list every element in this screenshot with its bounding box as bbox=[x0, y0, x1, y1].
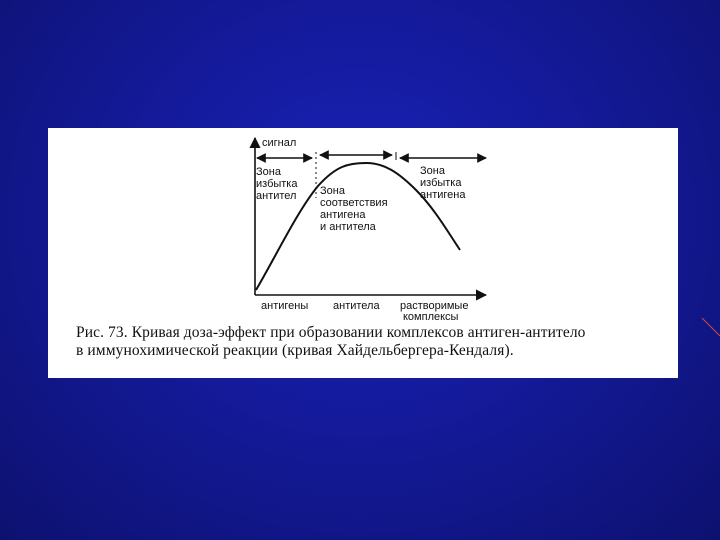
y-axis-label: сигнал bbox=[262, 137, 297, 149]
zone-left-line-1: Зона bbox=[256, 166, 281, 178]
zone-middle-line-4: и антитела bbox=[320, 221, 376, 233]
zone-middle-line-1: Зона bbox=[320, 185, 345, 197]
caption-line-1: Рис. 73. Кривая доза-эффект при образовании комплексов антиген-антитело bbox=[76, 324, 586, 341]
x-label-antibodies: антитела bbox=[333, 300, 380, 312]
caption-line-2: в иммунохимической реакции (кривая Хайдельбергера-Кендаля). bbox=[76, 342, 514, 359]
zone-left-line-3: антител bbox=[256, 190, 297, 202]
zone-right-line-2: избытка bbox=[420, 177, 462, 189]
x-label-soluble-line-1: растворимые bbox=[400, 300, 469, 312]
figure-caption bbox=[76, 324, 676, 360]
zone-middle-line-2: соответствия bbox=[320, 197, 388, 209]
zone-left-line-2: избытка bbox=[256, 178, 298, 190]
zone-middle-line-3: антигена bbox=[320, 209, 366, 221]
x-label-antigens: антигены bbox=[261, 300, 309, 312]
figure-image bbox=[48, 128, 678, 378]
zone-right-line-1: Зона bbox=[420, 165, 445, 177]
x-label-soluble-line-2: комплексы bbox=[403, 311, 459, 323]
zone-right-line-3: антигена bbox=[420, 189, 466, 201]
